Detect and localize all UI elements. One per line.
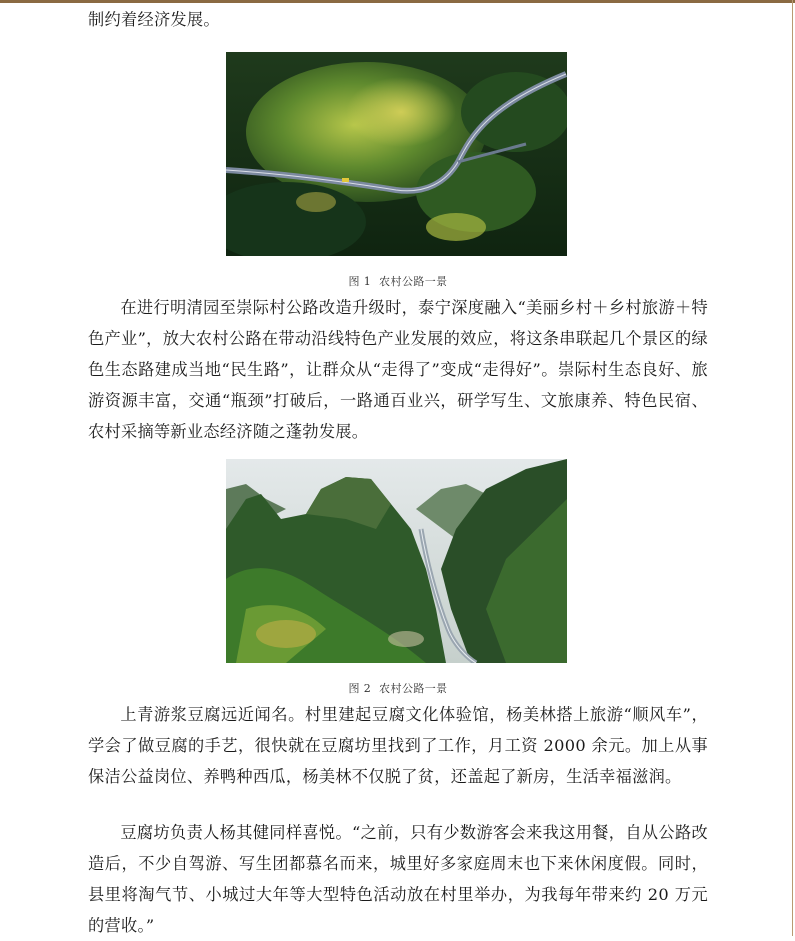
figure-1-photo <box>226 52 567 256</box>
paragraph-1: 在进行明清园至崇际村公路改造升级时，泰宁深度融入“美丽乡村＋乡村旅游＋特色产业”，放大农村公路在带动沿线特色产业发展的效应，将这条串联起几个景区的绿色生态路建成当地“民生路”，让群众从“走得了”变成“走得好”。崇际村生态良好、旅游资源丰富，交通“瓶颈”打破后，一路通百业兴，研学写生、文旅康养、特色民宿、农村采摘等新业态经济随之蓬勃发展。 <box>88 298 708 441</box>
top-border <box>0 0 795 3</box>
paragraph-3: 豆腐坊负责人杨其健同样喜悦。“之前，只有少数游客会来我这用餐，自从公路改造后，不少自驾游、写生团都慕名而来，城里好多家庭周末也下来休闲度假。同时，县里将淘气节、小城过大年等大型特色活动放在村里举办，为我每年带来约 20 万元的营收。” <box>88 823 708 935</box>
right-border <box>792 0 793 936</box>
figure-2-photo <box>226 459 567 663</box>
figure-1-caption: 图 1 农村公路一景 <box>348 275 448 288</box>
continued-text-line: 制约着经济发展。 <box>88 10 220 29</box>
paragraph-2: 上青游浆豆腐远近闻名。村里建起豆腐文化体验馆，杨美林搭上旅游“顺风车”，学会了做豆腐的手艺，很快就在豆腐坊里找到了工作，月工资 2000 余元。加上从事保洁公益岗位、养鸭种西瓜，杨美林不仅脱了贫，还盖起了新房，生活幸福滋润。 <box>88 705 708 786</box>
figure-2-caption: 图 2 农村公路一景 <box>348 682 448 695</box>
